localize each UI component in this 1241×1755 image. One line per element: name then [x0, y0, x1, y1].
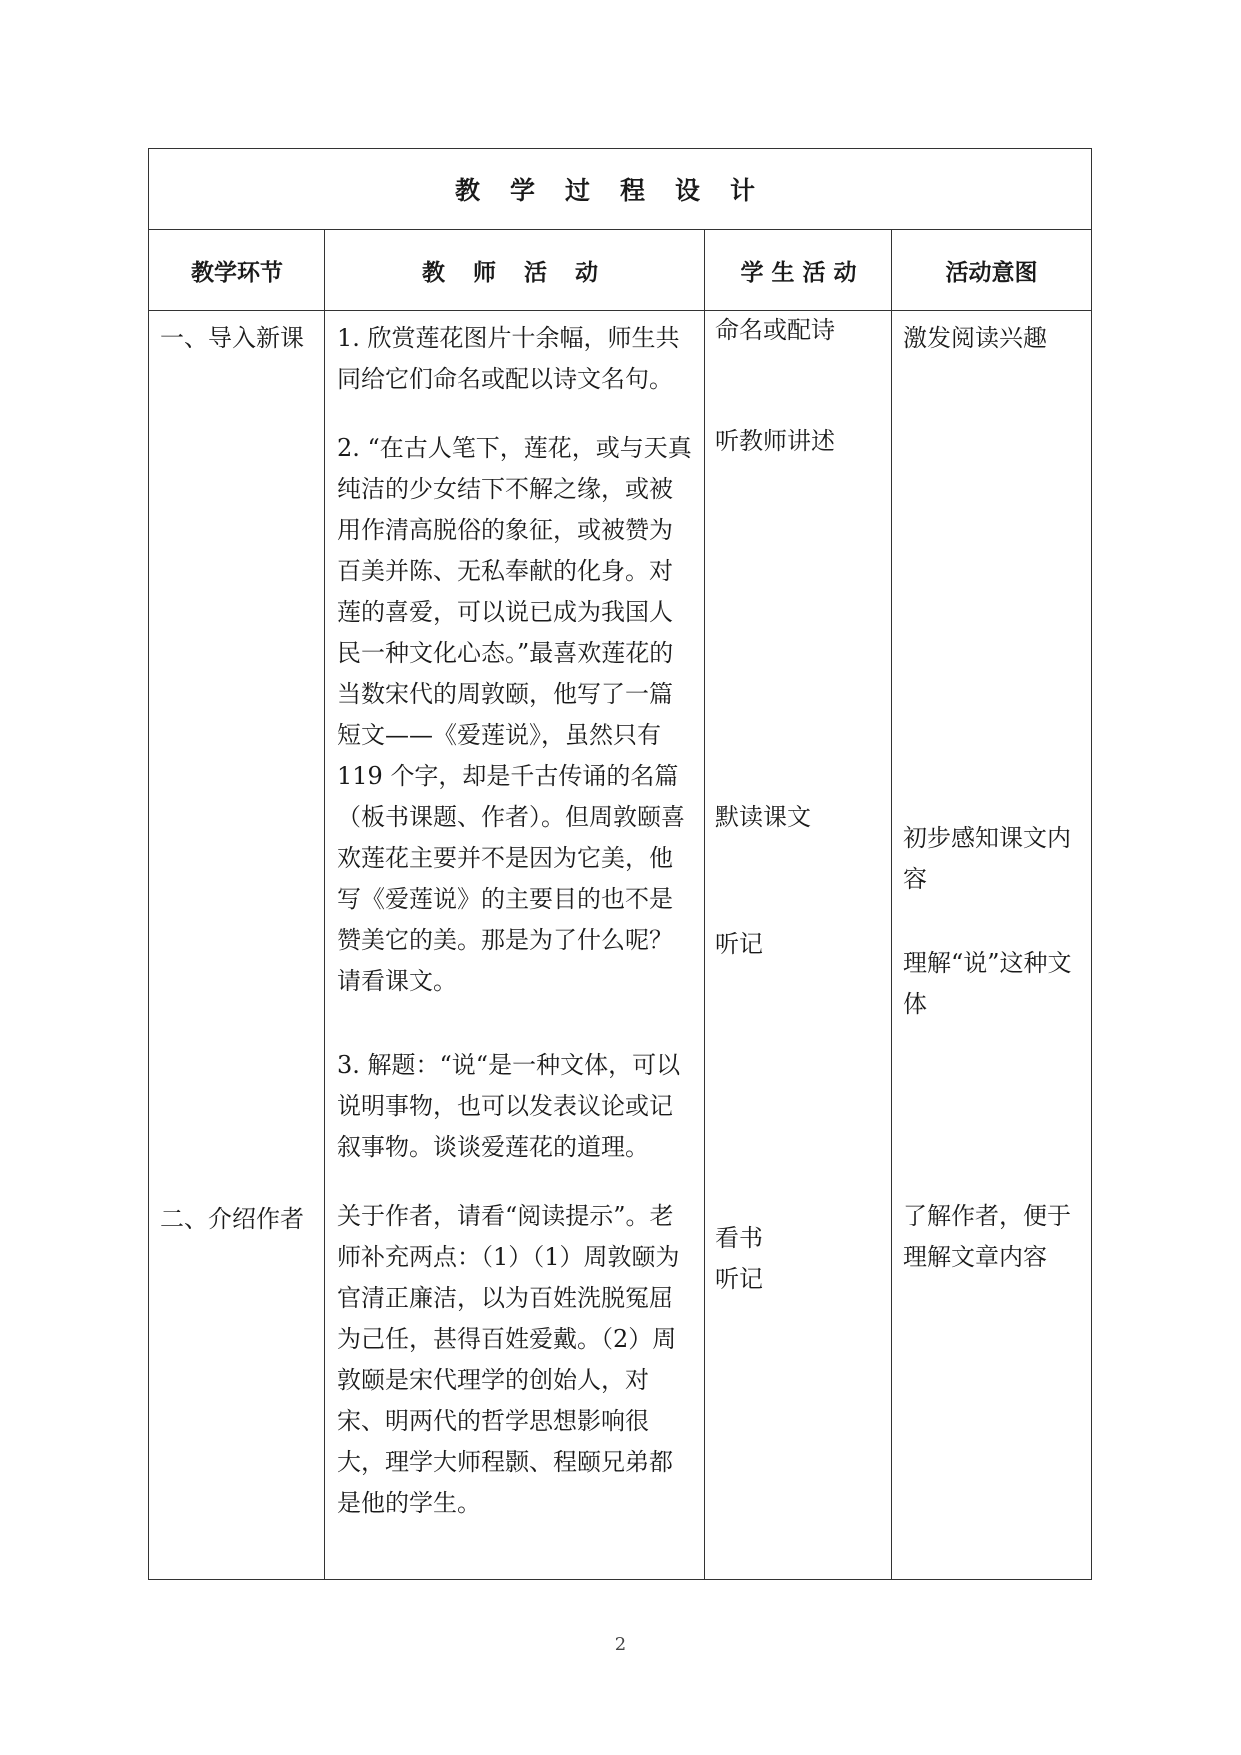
- header-intent: 活动意图: [945, 259, 1038, 286]
- teacher-activity-4: 关于作者，请看“阅读提示”。老师补充两点：（1）（1）周敦颐为官清正廉洁，以为百姓洗脱冤屈为己任，甚得百姓爱戴。（2）周敦颐是宋代理学的创始人，对宋、明两代的哲学思想影响很大，理学大师程颢、程颐兄弟都是他的学生。: [337, 1202, 680, 1517]
- column-divider-1: [324, 230, 325, 1580]
- header-student-activity: 学 生 活 动: [740, 259, 857, 286]
- student-activity-4: 听记: [715, 930, 763, 958]
- teacher-activity-3: 3. 解题：“说“是一种文体，可以说明事物，也可以发表议论或记叙事物。谈谈爱莲花的道理。: [337, 1051, 681, 1161]
- student-activity-6: 听记: [715, 1265, 763, 1293]
- stage-intro: 一、导入新课: [160, 324, 304, 352]
- stage-author: 二、介绍作者: [160, 1205, 304, 1233]
- column-divider-2: [704, 230, 705, 1580]
- student-activity-3: 默读课文: [715, 803, 811, 831]
- intent-3: 理解“说”这种文体: [903, 949, 1072, 1018]
- intent-2: 初步感知课文内容: [903, 824, 1071, 893]
- page-number: 2: [614, 1634, 627, 1655]
- intent-4: 了解作者，便于理解文章内容: [903, 1202, 1071, 1271]
- intent-1: 激发阅读兴趣: [903, 324, 1047, 352]
- student-activity-2: 听教师讲述: [715, 427, 835, 455]
- teacher-activity-2: 2. “在古人笔下，莲花，或与天真纯洁的少女结下不解之缘，或被用作清高脱俗的象征，或被赞为百美并陈、无私奉献的化身。对莲的喜爱，可以说已成为我国人民一种文化心态。”最喜欢莲花的当数宋代的周敦颐，他写了一篇短文——《爱莲说》，虽然只有 119 个字，却是千古传诵的名篇（板书课题、作者）。但周敦颐喜欢莲花主要并不是因为它美，他写《爱莲说》的主要目的也不是赞美它的美。那是为了什么呢？请看课文。: [337, 434, 692, 995]
- column-divider-3: [891, 230, 892, 1580]
- header-stage: 教学环节: [191, 259, 283, 286]
- student-activity-5: 看书: [715, 1224, 763, 1252]
- table-divider-title: [148, 229, 1092, 230]
- teacher-activity-1: 1. 欣赏莲花图片十余幅，师生共同给它们命名或配以诗文名句。: [337, 324, 680, 393]
- student-activity-1: 命名或配诗: [715, 316, 835, 344]
- table-divider-header: [148, 310, 1092, 311]
- table-title: 教学过程设计: [454, 176, 785, 205]
- header-teacher-activity: 教 师 活 动: [421, 259, 609, 286]
